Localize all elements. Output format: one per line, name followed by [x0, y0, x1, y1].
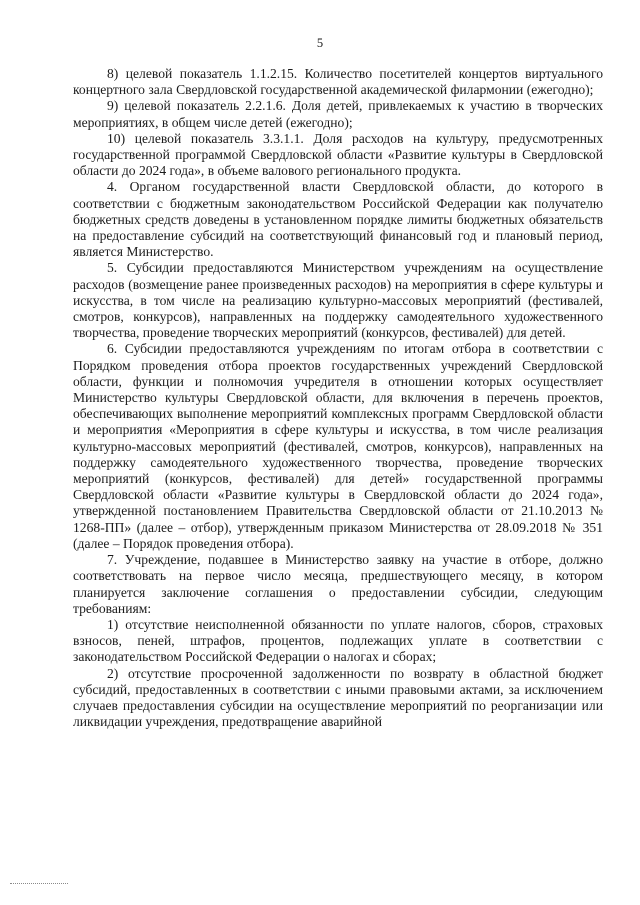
paragraph-section-4: 4. Органом государственной власти Свердловской области, до которого в соответствии с бюджетным законодательством Российской Федерации как получателю бюджетных средств доведены в установленном порядке лимиты бюджетных обязательств на предоставление субсидий на соответствующий финансовый год и плановый период, является Министерство. [73, 179, 603, 260]
paragraph-section-5: 5. Субсидии предоставляются Министерством учреждениям на осуществление расходов (возмещение ранее произведенных расходов) на мероприятия в сфере культуры и искусства, в том числе на реализацию культурно-массовых мероприятий (фестивалей, смотров, конкурсов), направленных на поддержку самодеятельного художественного творчества, проведение творческих мероприятий (конкурсов, фестивалей) для детей. [73, 260, 603, 341]
paragraph-requirement-1: 1) отсутствие неисполненной обязанности по уплате налогов, сборов, страховых взносов, пеней, штрафов, процентов, подлежащих уплате в соответствии с законодательством Российской Федерации о налогах и сборах; [73, 616, 603, 665]
paragraph-item-9: 9) целевой показатель 2.2.1.6. Доля детей, привлекаемых к участию в творческих мероприятиях, в общем числе детей (ежегодно); [73, 98, 603, 130]
scan-edge-mark [10, 883, 68, 885]
paragraph-section-7: 7. Учреждение, подавшее в Министерство заявку на участие в отборе, должно соответствовать на первое число месяца, предшествующего месяцу, в котором планируется заключение соглашения о предоставлении субсидии, следующим требованиям: [73, 552, 603, 616]
paragraph-item-8: 8) целевой показатель 1.1.2.15. Количество посетителей концертов виртуального концертного зала Свердловской государственной академической филармонии (ежегодно); [73, 66, 603, 98]
page-number: 5 [316, 36, 324, 50]
document-body [73, 66, 603, 730]
paragraph-requirement-2: 2) отсутствие просроченной задолженности по возврату в областной бюджет субсидий, предоставленных в соответствии с иными правовыми актами, за исключением случаев предоставления субсидии на осуществление мероприятий по реорганизации или ликвидации учреждения, предотвращение аварийной [73, 665, 603, 730]
paragraph-section-6: 6. Субсидии предоставляются учреждениям по итогам отбора в соответствии с Порядком проведения отбора проектов государственных учреждений Свердловской области, функции и полномочия учредителя в отношении которых осуществляет Министерство культуры Свердловской области, для включения в перечень проектов, обеспечивающих выполнение мероприятий комплексных программ Свердловской области и мероприятия «Мероприятия в сфере культуры и искусства, в том числе реализация культурно-массовых мероприятий (фестивалей, смотров, конкурсов), направленных на поддержку самодеятельного художественного творчества, проведение творческих мероприятий (конкурсов, фестивалей) для детей» государственной программы Свердловской области «Развитие культуры в Свердловской области до 2024 года», утвержденной постановлением Правительства Свердловской области от 21.10.2013 № 1268-ПП» (далее – отбор), утвержденным приказом Министерства от 28.09.2018 № 351 (далее – Порядок проведения отбора). [73, 341, 603, 551]
paragraph-item-10: 10) целевой показатель 3.3.1.1. Доля расходов на культуру, предусмотренных государственной программой Свердловской области «Развитие культуры в Свердловской области до 2024 года», в объеме валового регионального продукта. [73, 130, 603, 179]
